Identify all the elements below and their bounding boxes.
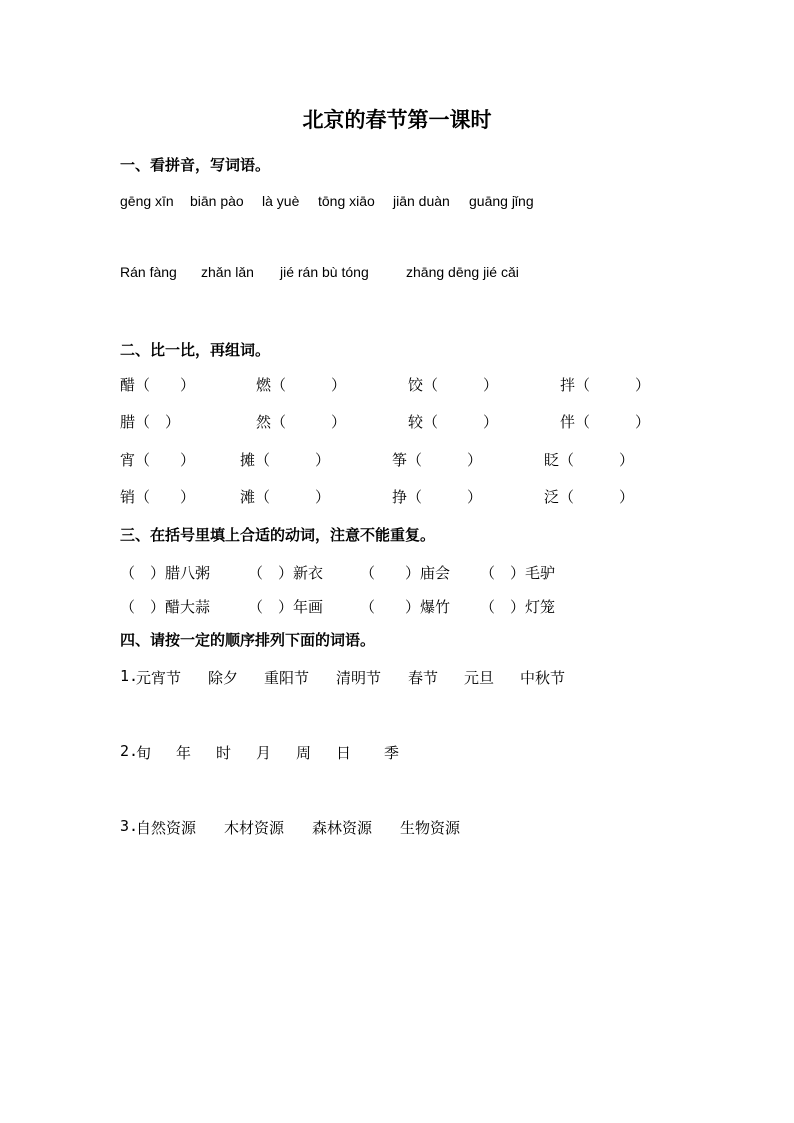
order-word: 年 [176, 744, 192, 762]
order-word: 季 [384, 744, 400, 762]
compare-cell: 摊（ ） [240, 451, 331, 469]
verb-cell: （ ）腊八粥 [120, 564, 211, 582]
order-word: 周 [296, 744, 312, 762]
compare-cell: 筝（ ） [392, 451, 483, 469]
pinyin-item: biān pào [190, 193, 244, 209]
compare-cell: 然（ ） [256, 413, 347, 431]
order-word: 生物资源 [400, 819, 461, 837]
pinyin-item: Rán fàng [120, 264, 177, 280]
pinyin-item: tōng xiāo [318, 193, 375, 209]
order-word: 春节 [408, 669, 439, 687]
verb-cell: （ ）爆竹 [360, 598, 451, 616]
order-word: 森林资源 [312, 819, 373, 837]
order-word: 旬 [136, 744, 152, 762]
order-word: 清明节 [336, 669, 382, 687]
pinyin-item: jiān duàn [393, 193, 450, 209]
verb-cell: （ ）年画 [248, 598, 324, 616]
section2-heading: 二、比一比，再组词。 [120, 341, 271, 359]
compare-cell: 燃（ ） [256, 376, 347, 394]
order-word: 除夕 [208, 669, 239, 687]
compare-cell: 眨（ ） [544, 451, 635, 469]
order-item-number: 3. [120, 817, 139, 835]
compare-cell: 伴（ ） [560, 413, 651, 431]
verb-cell: （ ）新衣 [248, 564, 324, 582]
compare-cell: 拌（ ） [560, 376, 651, 394]
compare-cell: 泛（ ） [544, 488, 635, 506]
order-word: 中秋节 [520, 669, 566, 687]
order-word: 时 [216, 744, 232, 762]
page-title: 北京的春节第一课时 [302, 107, 492, 132]
section3-heading: 三、在括号里填上合适的动词，注意不能重复。 [120, 526, 436, 544]
compare-cell: 滩（ ） [240, 488, 331, 506]
compare-cell: 饺（ ） [408, 376, 499, 394]
compare-cell: 腊（ ） [120, 413, 181, 431]
section4-heading: 四、请按一定的顺序排列下面的词语。 [120, 631, 376, 649]
verb-cell: （ ）庙会 [360, 564, 451, 582]
order-word: 木材资源 [224, 819, 285, 837]
pinyin-item: guāng jǐng [469, 193, 534, 209]
order-word: 日 [336, 744, 352, 762]
compare-cell: 挣（ ） [392, 488, 483, 506]
pinyin-item: là yuè [262, 193, 300, 209]
compare-cell: 醋（ ） [120, 376, 196, 394]
verb-cell: （ ）毛驴 [480, 564, 556, 582]
order-word: 月 [256, 744, 272, 762]
verb-cell: （ ）醋大蒜 [120, 598, 211, 616]
order-item-number: 1. [120, 667, 139, 685]
pinyin-item: zhǎn lǎn [201, 264, 254, 280]
section1-heading: 一、看拼音，写词语。 [120, 156, 271, 174]
order-word: 元宵节 [136, 669, 182, 687]
order-word: 自然资源 [136, 819, 197, 837]
order-item-number: 2. [120, 742, 139, 760]
compare-cell: 销（ ） [120, 488, 196, 506]
pinyin-item: jié rán bù tóng [280, 264, 369, 280]
compare-cell: 较（ ） [408, 413, 499, 431]
pinyin-item: zhāng dēng jié cǎi [406, 264, 519, 280]
pinyin-item: gēng xīn [120, 193, 174, 209]
verb-cell: （ ）灯笼 [480, 598, 556, 616]
order-word: 元旦 [464, 669, 495, 687]
compare-cell: 宵（ ） [120, 451, 196, 469]
order-word: 重阳节 [264, 669, 310, 687]
